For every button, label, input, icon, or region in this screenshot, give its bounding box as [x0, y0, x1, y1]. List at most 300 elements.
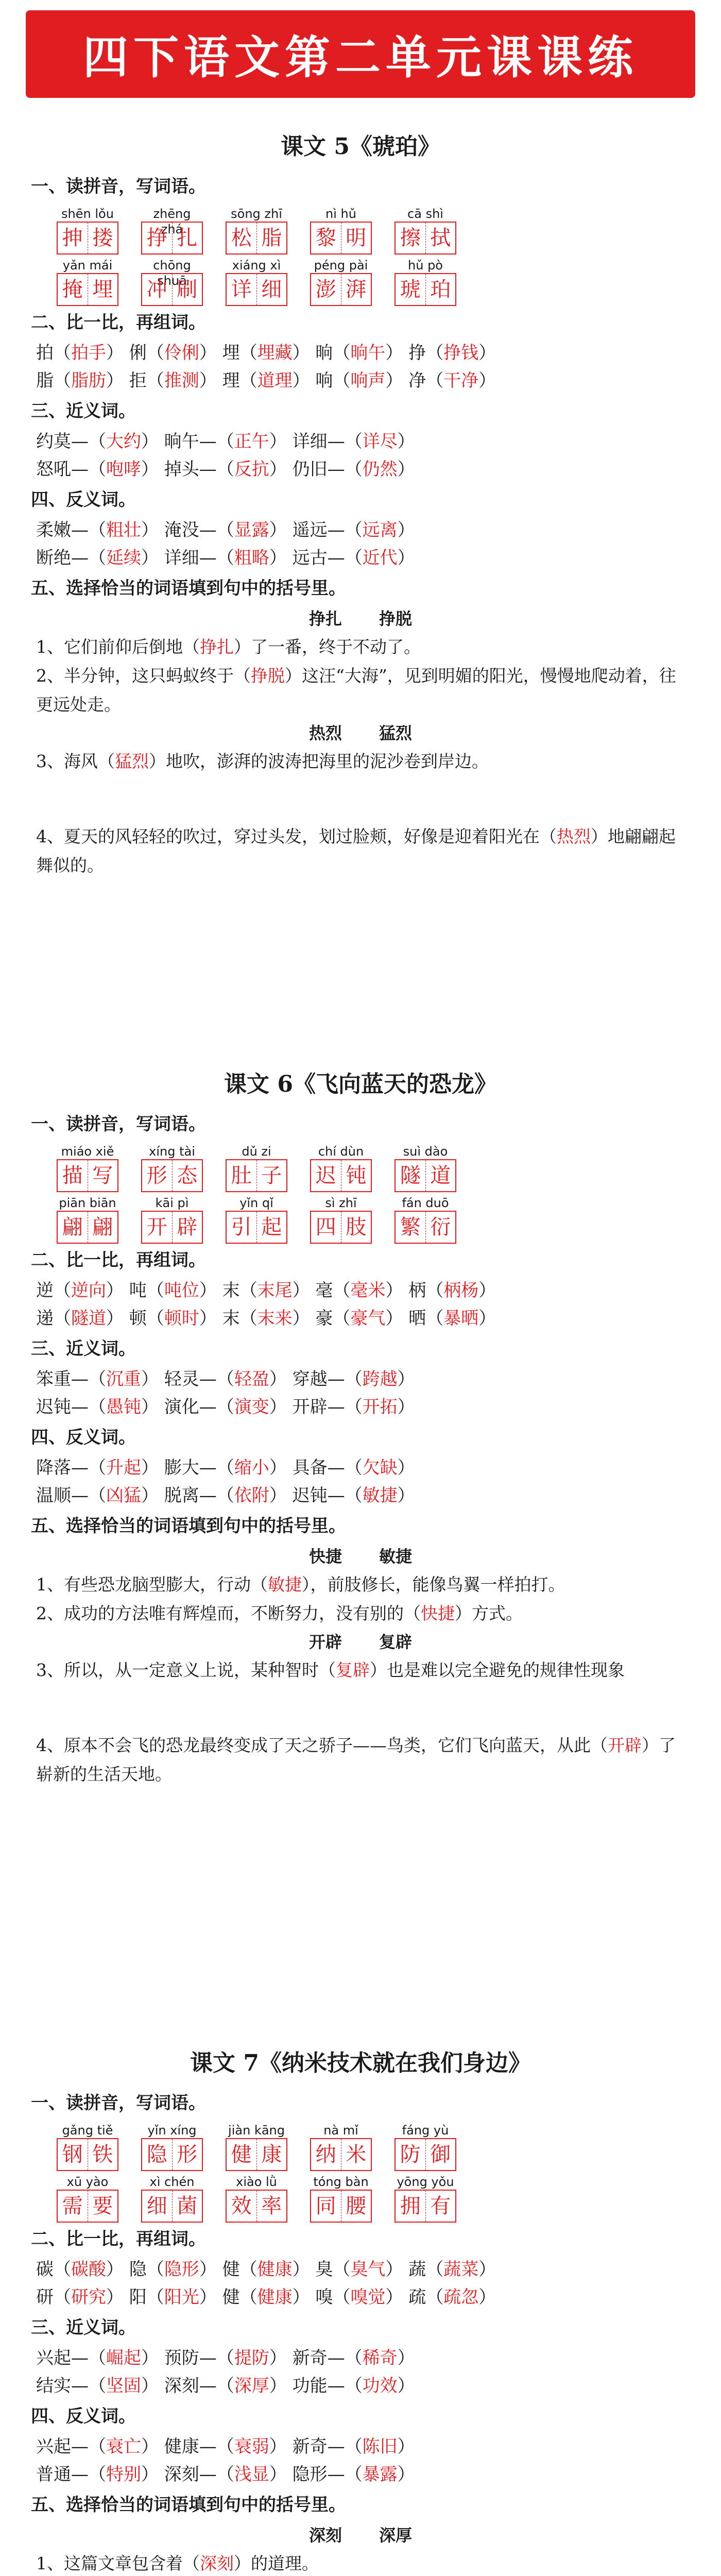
answer-text: 近代	[362, 548, 398, 568]
section-heading: 一、读拼音，写词语。	[31, 1114, 206, 1134]
answer-text: 复辟	[336, 1660, 370, 1680]
answer-text: 敏捷	[362, 1485, 398, 1506]
answer-text: 坚固	[106, 2376, 141, 2396]
fill-sentence	[31, 662, 690, 719]
answer-text: 轻盈	[234, 1369, 269, 1389]
prompt-text: ）也是难以完全避免的规律性现象	[370, 1660, 625, 1680]
answer-text: 大约	[106, 431, 141, 452]
tianzige-grid	[141, 1211, 203, 1244]
prompt-text: ） 隐（	[106, 2259, 164, 2280]
prompt-text: ） 健康—（	[141, 2436, 234, 2457]
pinyin-item	[141, 206, 203, 255]
prompt-text: 3、所以，从一定意义上说，某种智时（	[36, 1660, 336, 1680]
prompt-text: 怒吼—（	[36, 459, 106, 480]
lesson-section	[31, 1061, 690, 1789]
answer-text: 凶猛	[106, 1485, 141, 1506]
fill-sentence	[31, 2549, 690, 2576]
prompt-text: ） 深刻—（	[141, 2464, 234, 2485]
answer-text: 深厚	[234, 2376, 269, 2396]
grid-char: 隧	[396, 1160, 426, 1191]
prompt-text: ）这汪“大海”，见到明媚的阳光，慢慢地爬动着，往更远处走。	[36, 666, 676, 715]
prompt-text: ）	[397, 1397, 415, 1417]
grid-char: 翩	[92, 1215, 113, 1239]
prompt-text: ） 挣（	[385, 343, 444, 363]
answer-text: 暴露	[362, 2464, 398, 2485]
tianzige-grid	[57, 2138, 118, 2171]
choice-word: 猛烈	[379, 723, 413, 743]
grid-char: 擦	[396, 223, 426, 253]
prompt-text: 4、原本不会飞的恐龙最终变成了天之骄子——鸟类，它们飞向蓝天，从此（	[36, 1735, 608, 1755]
grid-char: 扎	[177, 226, 198, 250]
answer-text: 咆哮	[106, 459, 141, 480]
prompt-text: ） 末（	[199, 1308, 258, 1329]
synonym-line	[31, 428, 690, 455]
pinyin-item	[310, 206, 372, 255]
fill-sentence	[31, 1731, 690, 1789]
word-choices	[31, 2521, 690, 2549]
section-heading: 三、近义词。	[31, 401, 136, 421]
synonym-line	[31, 455, 690, 483]
tianzige-grid	[310, 1159, 372, 1192]
pinyin-text: miáo xiě	[61, 1144, 114, 1159]
tianzige-grid	[394, 273, 456, 306]
answer-text: 隐形	[164, 2259, 199, 2280]
tianzige-grid	[226, 222, 287, 255]
pinyin-text: fán duō	[402, 1196, 449, 1210]
prompt-text: ）	[397, 1458, 415, 1478]
prompt-text: ）	[397, 2348, 415, 2368]
prompt-text: ）	[397, 431, 415, 452]
prompt-text: ） 晌（	[292, 343, 351, 363]
answer-text: 拍手	[71, 343, 106, 363]
choice-word: 深刻	[308, 2526, 342, 2545]
pinyin-text: fáng yù	[402, 2123, 449, 2138]
pinyin-item	[141, 2174, 203, 2223]
grid-char: 繁	[396, 1212, 426, 1243]
grid-char: 有	[430, 2194, 451, 2218]
synonym-line	[31, 2372, 690, 2400]
pinyin-item	[57, 258, 118, 306]
pinyin-text: suì dào	[403, 1144, 448, 1159]
fill-sentence	[31, 1656, 690, 1685]
grid-char: 埋	[92, 278, 113, 301]
prompt-text: 递（	[36, 1308, 71, 1329]
pinyin-item	[141, 258, 203, 306]
prompt-text: ）了一番，终于不动了。	[234, 637, 421, 657]
choice-word: 复辟	[379, 1632, 413, 1652]
pinyin-item	[394, 1195, 456, 1244]
antonym-line	[31, 2433, 690, 2461]
grid-char: 黎	[311, 223, 341, 253]
prompt-text: ）	[397, 2464, 415, 2485]
prompt-text: 1、这篇文章包含着（	[36, 2553, 200, 2573]
prompt-text: ）	[397, 2376, 415, 2396]
prompt-text: ） 嗅（	[292, 2287, 351, 2308]
answer-text: 蔬菜	[443, 2259, 479, 2280]
lesson-section	[31, 2040, 690, 2576]
answer-text: 响声	[350, 370, 386, 391]
grid-char: 琥	[396, 274, 426, 305]
pinyin-text: tóng bàn	[313, 2175, 369, 2189]
answer-text: 伶俐	[164, 343, 199, 363]
pinyin-text: yǎn mái	[62, 258, 113, 273]
pinyin-item	[394, 258, 456, 306]
answer-text: 跨越	[362, 1369, 398, 1389]
pinyin-item	[310, 258, 372, 306]
antonym-line	[31, 516, 690, 544]
grid-char: 钢	[58, 2139, 88, 2170]
grid-char: 四	[311, 1212, 341, 1243]
grid-char: 冲	[142, 274, 173, 305]
prompt-text: ）地吹，澎湃的波涛把海里的泥沙卷到岸边。	[149, 751, 489, 771]
prompt-text: ） 仍旧—（	[269, 459, 363, 480]
answer-text: 逆向	[71, 1280, 106, 1301]
grid-char: 开	[142, 1212, 173, 1243]
prompt-text: ） 演化—（	[141, 1397, 234, 1417]
prompt-text: ） 柄（	[385, 1280, 444, 1301]
prompt-text: ） 轻灵—（	[141, 1369, 234, 1389]
grid-char: 搂	[92, 226, 113, 250]
choice-word: 挣扎	[308, 609, 342, 629]
grid-char: 描	[58, 1160, 88, 1191]
prompt-text: 普通—（	[36, 2464, 106, 2485]
pinyin-text: zhēng zhá	[153, 207, 191, 236]
pinyin-text: cā shì	[407, 207, 443, 221]
tianzige-grid	[394, 1159, 456, 1192]
grid-char: 肢	[346, 1215, 367, 1239]
answer-text: 热烈	[557, 826, 591, 846]
tianzige-grid	[394, 1211, 456, 1244]
answer-text: 反抗	[234, 459, 269, 480]
grid-char: 道	[430, 1164, 451, 1188]
grid-char: 铁	[92, 2143, 113, 2166]
prompt-text: ） 膨大—（	[141, 1458, 234, 1478]
tianzige-grid	[141, 2138, 203, 2171]
pinyin-item	[226, 1144, 287, 1192]
prompt-text: 4、夏天的风轻轻的吹过，穿过头发，划过脸颊，好像是迎着阳光在（	[36, 826, 557, 846]
answer-text: 毫米	[350, 1280, 386, 1301]
grid-char: 形	[142, 1160, 173, 1191]
grid-char: 防	[396, 2139, 426, 2170]
answer-text: 碳酸	[71, 2259, 106, 2280]
prompt-text: 降落—（	[36, 1458, 106, 1478]
fill-sentence	[31, 747, 690, 776]
pinyin-item	[141, 1195, 203, 1244]
prompt-text: ）	[397, 459, 415, 480]
answer-text: 末来	[257, 1308, 293, 1329]
synonym-line	[31, 1365, 690, 1393]
pinyin-text: xíng tài	[149, 1144, 195, 1159]
pinyin-text: piān biān	[59, 1196, 116, 1210]
pinyin-item	[57, 2123, 118, 2171]
pinyin-item	[394, 206, 456, 255]
answer-text: 嗅觉	[350, 2287, 386, 2308]
choice-word: 深厚	[379, 2526, 413, 2545]
prompt-text: ） 毫（	[292, 1280, 351, 1301]
prompt-text: ） 详细—（	[141, 548, 234, 568]
answer-text: 开辟	[608, 1735, 642, 1755]
prompt-text: ） 拒（	[106, 370, 164, 391]
compare-line	[31, 1277, 690, 1304]
grid-char: 拭	[430, 226, 451, 250]
word-choices	[31, 1628, 690, 1656]
answer-text: 欠缺	[362, 1458, 398, 1478]
lesson-title: 课文 6《飞向蓝天的恐龙》	[224, 1071, 497, 1097]
grid-char: 明	[346, 226, 367, 250]
answer-text: 柄杨	[443, 1280, 479, 1301]
pinyin-row	[31, 206, 690, 255]
spacer	[31, 1685, 690, 1731]
spacer	[31, 776, 690, 822]
prompt-text: ） 臭（	[292, 2259, 351, 2280]
prompt-text: ） 脱离—（	[141, 1485, 234, 1506]
answer-text: 延续	[106, 548, 141, 568]
prompt-text: ） 阳（	[106, 2287, 164, 2308]
grid-char: 细	[142, 2191, 173, 2222]
prompt-text: ）	[478, 370, 496, 391]
prompt-text: ）了崭新的生活天地。	[36, 1735, 676, 1784]
answer-text: 详尽	[362, 431, 398, 452]
pinyin-item	[57, 1144, 118, 1192]
fill-sentence	[31, 1599, 690, 1628]
answer-text: 粗壮	[106, 520, 141, 540]
prompt-text: ） 晒（	[385, 1308, 444, 1329]
grid-char: 写	[92, 1164, 113, 1188]
prompt-text: 3、海风（	[36, 751, 115, 771]
answer-text: 稀奇	[362, 2348, 398, 2368]
prompt-text: 柔嫩—（	[36, 520, 106, 540]
pinyin-text: xiào lǜ	[236, 2175, 277, 2189]
antonym-line	[31, 1454, 690, 1482]
answer-text: 浅显	[234, 2464, 269, 2485]
prompt-text: ）	[478, 343, 496, 363]
prompt-text: ） 晌午—（	[141, 431, 234, 452]
compare-line	[31, 1304, 690, 1332]
pinyin-text: dǔ zi	[242, 1144, 271, 1159]
grid-char: 脂	[261, 226, 282, 250]
pinyin-text: nì hǔ	[325, 207, 356, 221]
grid-char: 钝	[346, 1164, 367, 1188]
prompt-text: 兴起—（	[36, 2436, 106, 2457]
answer-text: 远离	[362, 520, 398, 540]
pinyin-item	[57, 1195, 118, 1244]
tianzige-grid	[310, 2190, 372, 2223]
grid-char: 挣	[142, 223, 173, 253]
pinyin-item	[141, 1144, 203, 1192]
tianzige-grid	[226, 2190, 287, 2223]
answer-text: 挣扎	[200, 637, 234, 657]
prompt-text: 1、有些恐龙脑型膨大，行动（	[36, 1574, 268, 1595]
prompt-text: ） 新奇—（	[269, 2348, 363, 2368]
answer-text: 阳光	[164, 2287, 199, 2308]
answer-text: 干净	[443, 370, 479, 391]
prompt-text: 笨重—（	[36, 1369, 106, 1389]
grid-char: 率	[261, 2194, 282, 2218]
pinyin-item	[57, 206, 118, 255]
choice-word: 挣脱	[379, 609, 413, 629]
prompt-text: 脂（	[36, 370, 71, 391]
pinyin-text: chí dùn	[318, 1144, 364, 1159]
prompt-text: ）的道理。	[234, 2553, 319, 2573]
prompt-text: ）	[478, 1280, 496, 1301]
answer-text: 沉重	[106, 1369, 141, 1389]
prompt-text: ），前肢修长，能像鸟翼一样拍打。	[302, 1574, 565, 1595]
prompt-text: ） 迟钝—（	[269, 1485, 363, 1506]
grid-char: 肚	[227, 1160, 257, 1191]
pinyin-text: péng pài	[314, 258, 368, 273]
grid-char: 御	[430, 2143, 451, 2166]
pinyin-item	[310, 2174, 372, 2223]
pinyin-text: xiáng xì	[232, 258, 281, 273]
answer-text: 健康	[257, 2287, 293, 2308]
prompt-text: 温顺—（	[36, 1485, 106, 1506]
prompt-text: ）方式。	[455, 1603, 523, 1623]
pinyin-text: chōng shuā	[153, 258, 191, 288]
grid-char: 纳	[311, 2139, 341, 2170]
tianzige-grid	[57, 273, 118, 306]
prompt-text: ） 蔬（	[385, 2259, 444, 2280]
prompt-text: ）	[397, 520, 415, 540]
answer-text: 愚钝	[106, 1397, 141, 1417]
pinyin-text: xì chén	[149, 2175, 195, 2189]
answer-text: 健康	[257, 2259, 293, 2280]
tianzige-grid	[141, 273, 203, 306]
answer-text: 脂肪	[71, 370, 106, 391]
answer-text: 功效	[362, 2376, 398, 2396]
answer-text: 挣钱	[443, 343, 479, 363]
pinyin-item	[394, 1144, 456, 1192]
prompt-text: ） 预防—（	[141, 2348, 234, 2368]
pinyin-text: yǐn qǐ	[239, 1196, 273, 1210]
grid-char: 子	[261, 1164, 282, 1188]
prompt-text: ） 顿（	[106, 1308, 164, 1329]
answer-text: 顿时	[164, 1308, 199, 1329]
pinyin-text: jiàn kāng	[228, 2123, 285, 2138]
prompt-text: ） 隐形—（	[269, 2464, 363, 2485]
pinyin-row	[31, 1144, 690, 1192]
pinyin-item	[141, 2123, 203, 2171]
pinyin-row	[31, 2174, 690, 2223]
answer-text: 末尾	[257, 1280, 293, 1301]
grid-char: 引	[227, 1212, 257, 1243]
prompt-text: ） 理（	[199, 370, 258, 391]
synonym-line	[31, 2344, 690, 2372]
pinyin-text: sì zhī	[325, 1196, 357, 1210]
answer-text: 敏捷	[268, 1574, 302, 1595]
prompt-text: 约莫—（	[36, 431, 106, 452]
answer-text: 暴晒	[443, 1308, 479, 1329]
grid-char: 要	[92, 2194, 113, 2218]
pinyin-item	[310, 2123, 372, 2171]
pinyin-text: gǎng tiě	[62, 2123, 113, 2138]
section-heading: 四、反义词。	[31, 489, 136, 510]
tianzige-grid	[141, 1159, 203, 1192]
prompt-text: ） 详细—（	[269, 431, 363, 452]
prompt-text: 2、成功的方法唯有辉煌而，不断努力，没有别的（	[36, 1603, 421, 1623]
answer-text: 道理	[257, 370, 293, 391]
grid-char: 形	[177, 2143, 198, 2166]
word-choices	[31, 719, 690, 747]
grid-char: 翩	[58, 1212, 88, 1243]
prompt-text: ） 疏（	[385, 2287, 444, 2308]
section-heading: 三、近义词。	[31, 2317, 136, 2338]
grid-char: 腰	[346, 2194, 367, 2218]
choice-word: 敏捷	[379, 1547, 413, 1566]
tianzige-grid	[310, 273, 372, 306]
answer-text: 研究	[71, 2287, 106, 2308]
tianzige-grid	[57, 1159, 118, 1192]
grid-char: 拥	[396, 2191, 426, 2222]
section-heading: 五、选择恰当的词语填到句中的括号里。	[31, 578, 346, 599]
answer-text: 隧道	[71, 1308, 106, 1329]
tianzige-grid	[226, 1211, 287, 1244]
pinyin-row	[31, 258, 690, 306]
grid-char: 湃	[346, 278, 367, 301]
choice-word: 热烈	[308, 723, 342, 743]
answer-text: 仍然	[362, 459, 398, 480]
answer-text: 开拓	[362, 1397, 398, 1417]
grid-char: 效	[227, 2191, 257, 2222]
prompt-text: 逆（	[36, 1280, 71, 1301]
answer-text: 晌午	[350, 343, 386, 363]
prompt-text: ） 埋（	[199, 343, 258, 363]
tianzige-grid	[226, 1159, 287, 1192]
lesson-section	[31, 124, 690, 880]
antonym-line	[31, 544, 690, 572]
prompt-text: ）	[478, 1308, 496, 1329]
page-title: 四下语文第二单元课课练	[82, 31, 638, 84]
tianzige-grid	[310, 222, 372, 255]
section-heading: 四、反义词。	[31, 2406, 136, 2427]
section-heading: 一、读拼音，写词语。	[31, 2093, 206, 2113]
prompt-text: ）地翩翩起舞似的。	[36, 826, 676, 875]
tianzige-grid	[394, 222, 456, 255]
prompt-text: ）	[478, 2287, 496, 2308]
fill-sentence	[31, 1570, 690, 1599]
prompt-text: ）	[397, 548, 415, 568]
answer-text: 崛起	[106, 2348, 141, 2368]
synonym-line	[31, 1393, 690, 1421]
prompt-text: ） 淹没—（	[141, 520, 234, 540]
grid-char: 同	[311, 2191, 341, 2222]
prompt-text: ） 健（	[199, 2259, 258, 2280]
pinyin-item	[226, 2123, 287, 2171]
prompt-text: ）	[397, 1369, 415, 1389]
fill-sentence	[31, 822, 690, 880]
answer-text: 快捷	[421, 1603, 455, 1623]
prompt-text: ） 俐（	[106, 343, 164, 363]
answer-text: 推测	[164, 370, 199, 391]
answer-text: 衰弱	[234, 2436, 269, 2457]
answer-text: 依附	[234, 1485, 269, 1506]
prompt-text: ） 豪（	[292, 1308, 351, 1329]
prompt-text: 碳（	[36, 2259, 71, 2280]
tianzige-grid	[310, 1211, 372, 1244]
prompt-text: ） 健（	[199, 2287, 258, 2308]
prompt-text: ） 净（	[385, 370, 444, 391]
grid-char: 松	[227, 223, 257, 253]
pinyin-item	[226, 206, 287, 255]
fill-sentence	[31, 633, 690, 662]
pinyin-text: xū yào	[66, 2175, 109, 2189]
answer-text: 猛烈	[115, 751, 149, 771]
section-heading: 四、反义词。	[31, 1427, 136, 1448]
choice-word: 快捷	[308, 1547, 342, 1566]
word-choices	[31, 605, 690, 633]
pinyin-row	[31, 1195, 690, 1244]
prompt-text: 1、它们前仰后倒地（	[36, 637, 200, 657]
grid-char: 刷	[177, 278, 198, 301]
